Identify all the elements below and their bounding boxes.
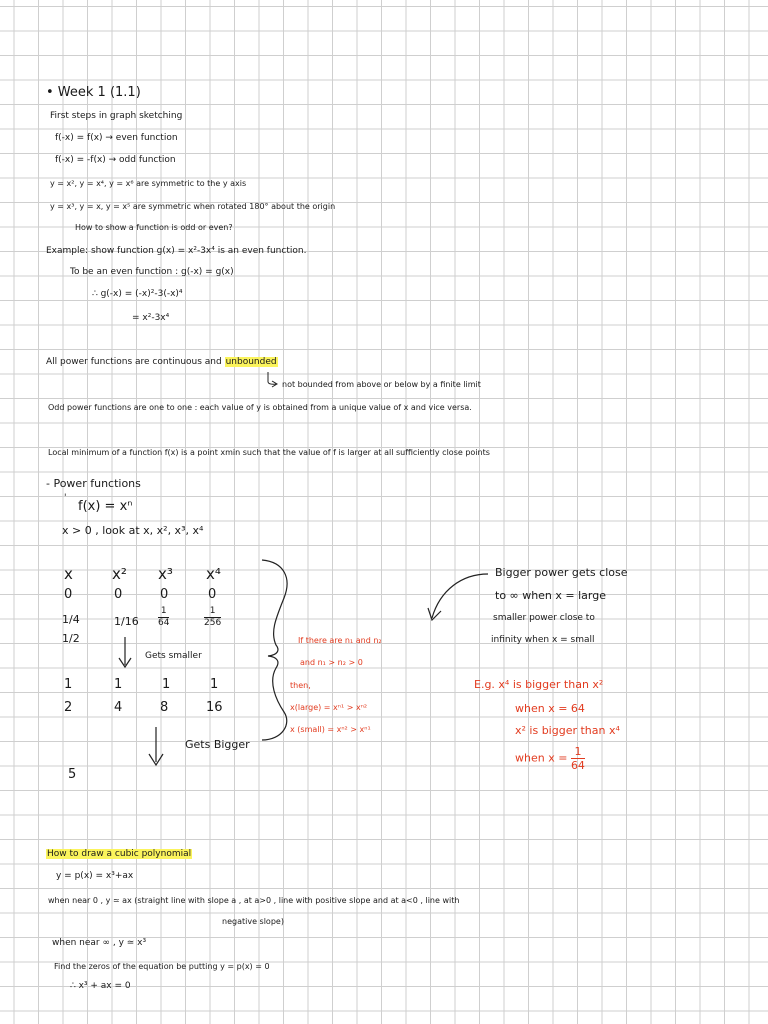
cubic-heading — [46, 850, 192, 859]
example-line-1: E.g. x⁴ is bigger than x² — [474, 678, 604, 691]
hook-arrow-icon — [268, 372, 276, 384]
continuous-note-text: All power functions are continuous and — [46, 357, 225, 367]
power-formula: f(x) = xⁿ — [78, 499, 133, 514]
table-cell: 1 — [210, 677, 219, 692]
table-cell: 5 — [68, 767, 77, 782]
condition-line-3: then, — [290, 681, 311, 690]
condition-line-2: and n₁ > n₂ > 0 — [300, 658, 363, 667]
tick-mark: ' — [64, 493, 67, 503]
subtitle: First steps in graph sketching — [50, 111, 183, 121]
continuous-note — [46, 358, 278, 367]
bigger-power-line-4: infinity when x = small — [491, 635, 595, 645]
gets-bigger-label: Gets Bigger — [185, 738, 250, 751]
example-line-4 — [515, 746, 585, 771]
near-infinity-note: when near ∞ , y ≃ x³ — [52, 938, 147, 948]
even-rule: f(-x) = f(x) → even function — [55, 133, 178, 143]
question: How to show a function is odd or even? — [75, 223, 233, 232]
bigger-power-line-1: Bigger power gets close — [495, 566, 628, 579]
bigger-power-line-3: smaller power close to — [493, 613, 595, 623]
gets-smaller-label: Gets smaller — [145, 651, 202, 661]
proof-step-2: = x²-3x⁴ — [132, 313, 170, 323]
therefore-line: ∴ x³ + ax = 0 — [70, 981, 131, 991]
cubic-equation: y = p(x) = x³+ax — [56, 871, 134, 881]
table-header-x4: x⁴ — [206, 565, 221, 583]
one-to-one-note: Odd power functions are one to one : each value of y is obtained from a unique value of x and vice versa. — [48, 403, 472, 412]
fraction-numerator: 1 — [574, 745, 582, 758]
table-cell: 1 — [64, 677, 73, 692]
even-definition: To be an even function : g(-x) = g(x) — [70, 267, 234, 277]
unbounded-highlight: unbounded — [225, 357, 277, 367]
table-header-x3: x³ — [158, 565, 173, 583]
table-cell: 2 — [64, 700, 73, 715]
power-functions-heading: - Power functions — [46, 477, 141, 490]
table-cell-fraction — [158, 607, 169, 628]
cubic-heading-highlight: How to draw a cubic polynomial — [47, 849, 192, 859]
table-header-x2: x² — [112, 565, 127, 583]
fraction-numerator: 1 — [160, 606, 167, 616]
fraction-denominator: 64 — [158, 618, 170, 628]
example-line-2: when x = 64 — [515, 702, 585, 715]
odd-rule: f(-x) = -f(x) → odd function — [55, 155, 176, 165]
local-minimum-note: Local minimum of a function f(x) is a point xmin such that the value of f is larger at all sufficiently close points — [48, 448, 490, 457]
condition-line-1: If there are n₁ and n₂ — [298, 636, 382, 645]
near-zero-note: when near 0 , y ≃ ax (straight line with slope a , at a>0 , line with positive slope and at a<0 , line with — [48, 896, 460, 905]
table-cell: 1/2 — [62, 632, 80, 645]
table-cell: 1 — [162, 677, 171, 692]
curly-brace-icon — [262, 560, 287, 740]
negative-slope-note: negative slope) — [222, 917, 284, 926]
look-at-note: x > 0 , look at x, x², x³, x⁴ — [62, 524, 204, 537]
condition-line-5: x (small) = xⁿ² > xⁿ¹ — [290, 725, 371, 734]
table-cell: 16 — [206, 700, 223, 715]
table-cell-fraction — [204, 607, 221, 628]
example: Example: show function g(x) = x²-3x⁴ is an even function. — [46, 246, 307, 256]
table-cell: 0 — [64, 587, 73, 602]
table-cell: 8 — [160, 700, 169, 715]
bigger-power-line-2: to ∞ when x = large — [495, 589, 606, 602]
symmetric-y-note: y = x², y = x⁴, y = x⁶ are symmetric to the y axis — [50, 179, 247, 188]
table-cell: 1 — [114, 677, 123, 692]
condition-line-4: x(large) = xⁿ¹ > xⁿ² — [290, 703, 368, 712]
table-header-x: x — [64, 565, 73, 583]
table-cell: 4 — [114, 700, 123, 715]
zeros-note: Find the zeros of the equation be putting y = p(x) = 0 — [54, 962, 270, 971]
not-bounded-note: not bounded from above or below by a finite limit — [282, 380, 481, 389]
table-cell: 0 — [160, 587, 169, 602]
fraction-denominator: 256 — [204, 618, 222, 628]
proof-step-1: ∴ g(-x) = (-x)²-3(-x)⁴ — [92, 289, 183, 299]
curved-arrow-icon — [432, 574, 488, 618]
table-cell: 0 — [208, 587, 217, 602]
week-heading: • Week 1 (1.1) — [46, 85, 141, 100]
fraction-numerator: 1 — [209, 606, 216, 616]
symmetric-origin-note: y = x³, y = x, y = x⁵ are symmetric when rotated 180° about the origin — [50, 202, 336, 211]
table-cell: 0 — [114, 587, 123, 602]
table-cell: 1/4 — [62, 613, 80, 626]
fraction-denominator: 64 — [570, 759, 585, 772]
table-cell: 1/16 — [114, 615, 139, 628]
example-line-4-text: when x = — [515, 751, 568, 765]
example-line-3: x² is bigger than x⁴ — [515, 724, 620, 737]
